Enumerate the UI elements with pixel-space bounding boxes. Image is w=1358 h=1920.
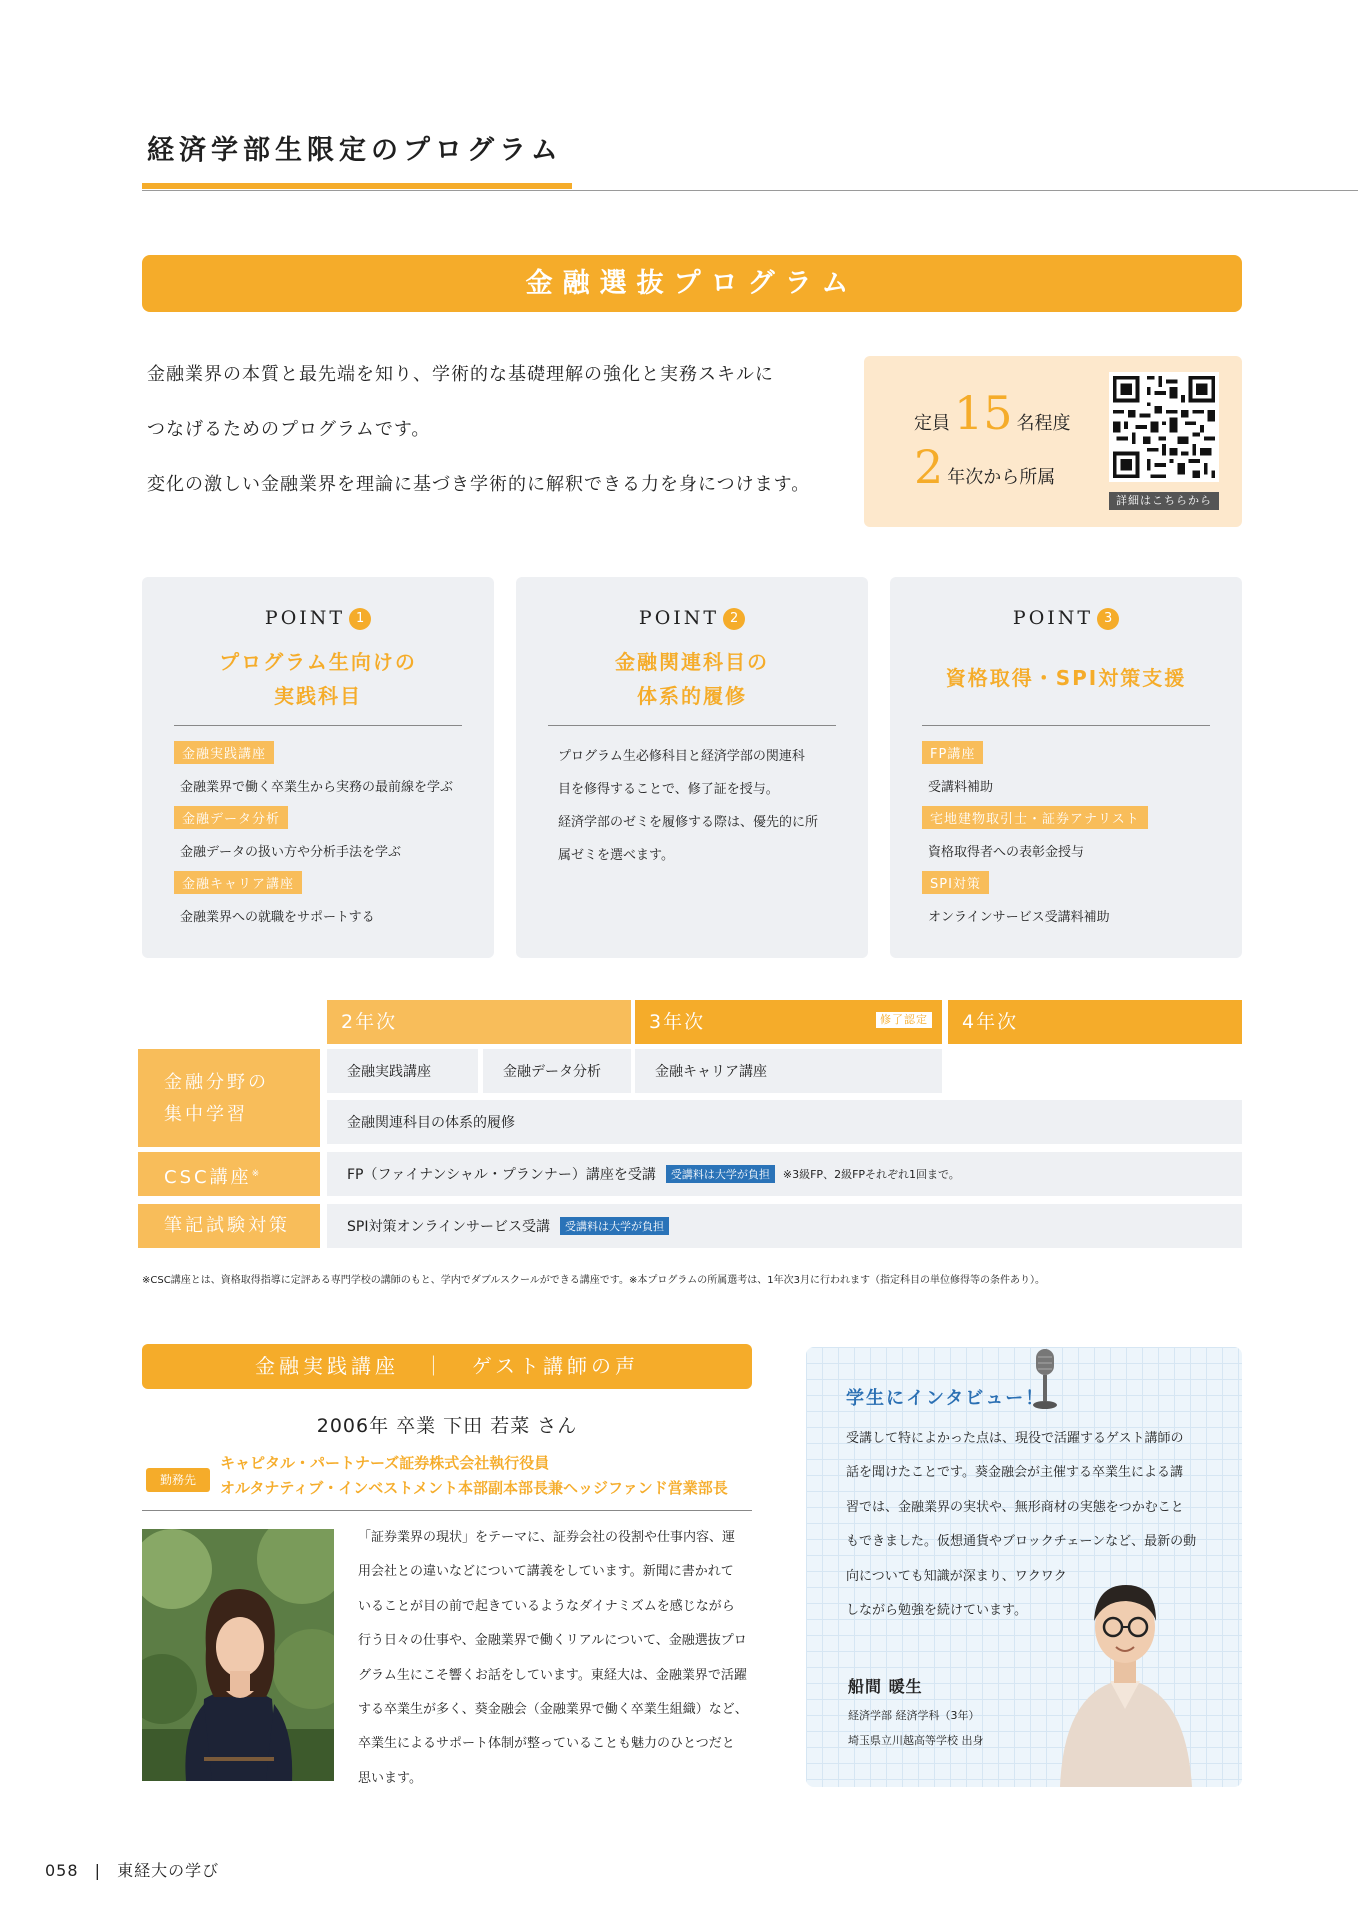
guest-text	[358, 1521, 756, 1796]
interview-text-line: 向についても知識が深まり、ワクワク	[846, 1568, 1067, 1584]
row-header-finance	[138, 1049, 320, 1147]
point-item-text: 受講料補助	[928, 780, 994, 795]
year-number: 2	[914, 440, 944, 494]
row-header-csc-mark: ※	[251, 1169, 263, 1179]
row-header-csc	[138, 1152, 320, 1196]
employer-line-1: キャピタル・パートナーズ証券株式会社執行役員	[220, 1454, 550, 1472]
cost-badge: 受講料は大学が負担	[666, 1165, 775, 1183]
point-number-badge: 1	[349, 608, 371, 630]
guest-banner-right: ゲスト講師の声	[471, 1354, 639, 1378]
cost-badge: 受講料は大学が負担	[560, 1217, 669, 1235]
year-suffix: 年次から所属	[947, 467, 1056, 488]
cell-exam-text: SPI対策オンラインサービス受講	[347, 1219, 551, 1235]
guest-text-line: いることが目の前で起きているようなダイナミズムを感じながら	[358, 1598, 735, 1614]
qr-code-icon	[1109, 372, 1219, 482]
interview-text	[846, 1422, 1206, 1628]
capacity-row	[914, 386, 1071, 440]
table-footnote: ※CSC講座とは、資格取得指導に定評ある専門学校の講師のもと、学内でダブルスクールができる講座です。※本プログラムの所属選考は、1年次3月に行われます（指定科目の単位修得等の条件あり）。	[142, 1275, 1045, 1286]
guest-banner-left: 金融実践講座	[255, 1354, 400, 1378]
student-department: 経済学部 経済学科（3年）	[848, 1709, 980, 1722]
cell-finance-data: 金融データ分析	[483, 1049, 631, 1093]
point-tag: 金融データ分析	[174, 806, 288, 829]
point-label: POINT	[1012, 607, 1094, 629]
cell-related-courses: 金融関連科目の体系的履修	[327, 1100, 1242, 1144]
row-header-line: 金融分野の	[164, 1072, 269, 1093]
row-header-csc-label: CSC講座	[164, 1167, 252, 1188]
point-paragraph-line: 目を修得することで、修了証を授与。	[558, 782, 779, 797]
capacity-suffix: 名程度	[1016, 413, 1071, 434]
guest-banner-separator: ｜	[423, 1354, 448, 1378]
guest-text-line: 用会社との違いなどについて講義をしています。新聞に書かれて	[358, 1564, 734, 1580]
interview-title: 学生にインタビュー！	[846, 1388, 1046, 1409]
guest-text-line: 行う日々の仕事や、金融業界で働くリアルについて、金融選抜プロ	[358, 1633, 747, 1649]
cell-csc-text: FP（ファイナンシャル・プランナー）講座を受講	[347, 1167, 656, 1183]
row-header-exam: 筆記試験対策	[138, 1204, 320, 1248]
point-title	[516, 645, 868, 713]
cell-finance-practice: 金融実践講座	[327, 1049, 478, 1093]
point-tag: SPI対策	[922, 871, 989, 894]
year-header-3-label: 3年次	[649, 1011, 706, 1033]
interview-text-line: もできました。仮想通貨やブロックチェーンなど、最新の動	[846, 1534, 1197, 1550]
point-tag: 金融実践講座	[174, 741, 274, 764]
point-divider	[548, 725, 836, 726]
capacity-prefix: 定員	[914, 413, 950, 434]
qr-caption: 詳細はこちらから	[1109, 492, 1219, 510]
point-title-line: 実践科目	[274, 684, 362, 708]
point-heading	[516, 607, 868, 630]
year-row	[914, 440, 1056, 494]
point-item-text: 金融業界への就職をサポートする	[180, 910, 375, 925]
point-title	[890, 661, 1242, 695]
point-card-3	[890, 577, 1242, 958]
employer-badge: 勤務先	[146, 1468, 210, 1492]
intro-line-1: 金融業界の本質と最先端を知り、学術的な基礎理解の強化と実務スキルに	[147, 364, 774, 385]
employer-line-2: オルタナティブ・インベストメント本部副本部長兼ヘッジファンド営業部長	[220, 1479, 728, 1497]
section-title: 経済学部生限定のプログラム	[147, 135, 563, 166]
intro-line-3: 変化の激しい金融業界を理論に基づき学術的に解釈できる力を身につけます。	[147, 474, 811, 495]
guest-text-line: 思います。	[358, 1770, 422, 1786]
point-divider	[174, 725, 462, 726]
point-label: POINT	[638, 607, 720, 629]
point-number-badge: 2	[723, 608, 745, 630]
point-card-2	[516, 577, 868, 958]
program-banner: 金融選抜プログラム	[142, 255, 1242, 312]
footer-separator: |	[94, 1861, 102, 1880]
interview-text-line: 習では、金融業界の実状や、無形商材の実態をつかむこと	[846, 1499, 1184, 1515]
guest-photo	[142, 1529, 334, 1781]
point-heading	[142, 607, 494, 630]
point-tag: 宅地建物取引士・証券アナリスト	[922, 806, 1148, 829]
page-footer	[45, 1858, 219, 1881]
cell-csc-note: ※3級FP、2級FPそれぞれ1回まで。	[782, 1168, 960, 1181]
capacity-number: 15	[954, 386, 1013, 440]
guest-banner	[142, 1344, 752, 1389]
year-header-4: 4年次	[948, 1000, 1242, 1044]
section-divider	[142, 190, 1358, 191]
point-item-text: オンラインサービス受講料補助	[928, 910, 1110, 925]
year-header-2: 2年次	[327, 1000, 631, 1044]
point-heading	[890, 607, 1242, 630]
year-header-3	[635, 1000, 942, 1044]
point-number-badge: 3	[1097, 608, 1119, 630]
interview-text-line: 話を聞けたことです。葵金融会が主催する卒業生による講	[846, 1465, 1183, 1481]
point-title-line: 体系的履修	[637, 684, 747, 708]
guest-name: 2006年 卒業 下田 若菜 さん	[316, 1415, 578, 1437]
point-label: POINT	[264, 607, 346, 629]
page-number: 058	[45, 1861, 79, 1880]
point-paragraph-line: プログラム生必修科目と経済学部の関連科	[558, 749, 805, 764]
point-card-1	[142, 577, 494, 958]
point-title-line: プログラム生向けの	[219, 650, 417, 674]
interview-text-line: 受講して特によかった点は、現役で活躍するゲスト講師の	[846, 1431, 1184, 1446]
student-name: 船間 暖生	[848, 1677, 923, 1696]
guest-text-line: 「証券業界の現状」をテーマに、証券会社の役割や仕事内容、運	[358, 1530, 736, 1545]
point-divider	[922, 725, 1210, 726]
point-item-text: 資格取得者への表彰金授与	[928, 845, 1085, 860]
point-tag: 金融キャリア講座	[174, 871, 302, 894]
point-title-line: 資格取得・SPI対策支援	[945, 666, 1187, 690]
point-paragraph-line: 経済学部のゼミを履修する際は、優先的に所	[558, 815, 819, 830]
cell-csc	[327, 1152, 1242, 1196]
cell-exam	[327, 1204, 1242, 1248]
point-title	[142, 645, 494, 713]
point-paragraph-line: 属ゼミを選べます。	[558, 848, 674, 863]
point-item-text: 金融データの扱い方や分析手法を学ぶ	[180, 845, 402, 860]
interview-text-line: しながら勉強を続けています。	[846, 1603, 1027, 1619]
point-paragraph	[558, 740, 838, 872]
guest-portrait-image	[142, 1529, 334, 1781]
qr-code[interactable]	[1109, 372, 1219, 482]
guest-text-line: する卒業生が多く、葵金融会（金融業界で働く卒業生組織）など、	[358, 1702, 748, 1718]
completion-badge: 修了認定	[876, 1012, 932, 1028]
guest-divider	[142, 1510, 752, 1511]
student-school: 埼玉県立川越高等学校 出身	[848, 1734, 984, 1747]
intro-line-2: つなげるためのプログラムです。	[147, 419, 431, 440]
cell-finance-career: 金融キャリア講座	[635, 1049, 942, 1093]
point-tag: FP講座	[922, 741, 983, 764]
point-item-text: 金融業界で働く卒業生から実務の最前線を学ぶ	[180, 780, 454, 795]
section-divider-accent	[142, 183, 572, 189]
point-title-line: 金融関連科目の	[615, 650, 769, 674]
program-info-box	[864, 356, 1242, 527]
guest-text-line: グラム生にこそ響くお話をしています。東経大は、金融業界で活躍	[358, 1667, 747, 1683]
guest-text-line: 卒業生によるサポート体制が整っていることも魅力のひとつだと	[358, 1736, 735, 1752]
row-header-line: 集中学習	[164, 1104, 248, 1125]
publication-name: 東経大の学び	[117, 1861, 220, 1880]
